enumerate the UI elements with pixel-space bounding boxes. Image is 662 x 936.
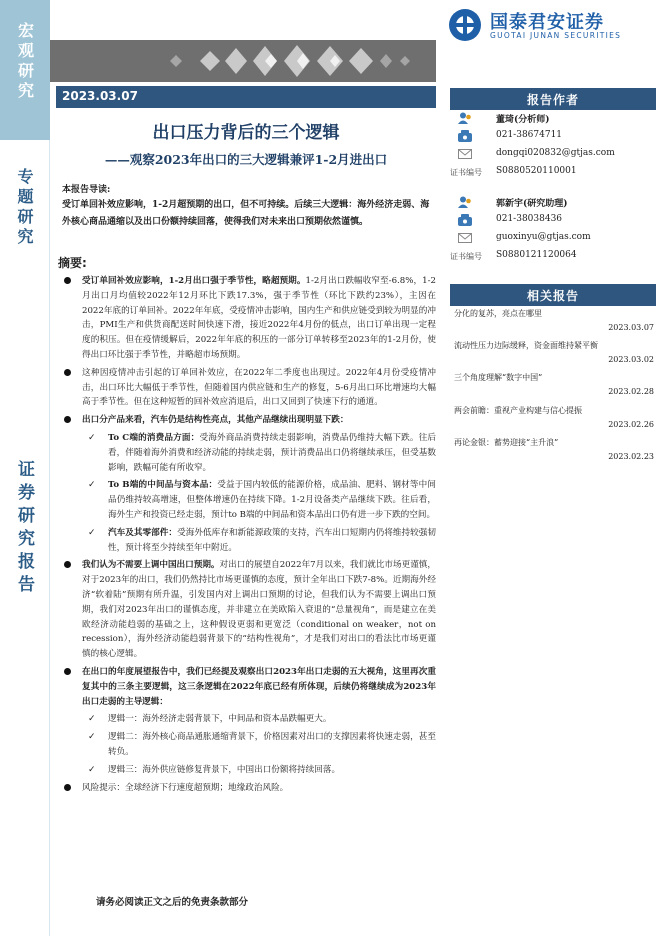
header-banner-image xyxy=(50,40,436,82)
checkmark-icon: ✓ xyxy=(88,764,96,775)
bullet-dot-icon xyxy=(64,784,71,791)
related-report-date: 2023.03.02 xyxy=(608,355,654,365)
sub-item-text: 受海外商品消费持续走弱影响，消费品仍维持大幅下跌。往后看，伴随着海外消费和经济动能的持续走弱，预计消费品出口仍将继续承压，但受基数影响，跌幅可能有所收窄。 xyxy=(108,432,436,473)
checkmark-icon: ✓ xyxy=(88,527,96,538)
sub-item-text: 受益于国内较低的能源价格，成品油、肥料、钢材等中间品仍维持较高增速，但整体增速仍在持续下降。1-2月设备类产品继续下跌。往后看，海外生产和投资已经走弱，预计to B端的中间品和资本品出口仍有进一步下跌的空间。 xyxy=(108,480,436,520)
sidebar-report-class xyxy=(0,420,50,936)
summary-sub-item xyxy=(62,431,436,475)
disclaimer-text: 请务必阅读正文之后的免责条款部分 xyxy=(96,897,249,908)
report-date-bar xyxy=(56,86,436,108)
bullet-dot-icon xyxy=(64,668,71,675)
bullet-text: 对出口的展望自2022年7月以来，我们就比市场更谨慎，对于2023年的出口，我们仍然持比市场更谨慎的态度，预计全年出口下跌7-8%。近期海外经济“软着陆”预期有所升温，引发国内对上调出口预期的讨论，但我们认为不需要上调出口预期，我们对2023年出口的谨慎态度，并非建立在美欧陷入衰退的“总量视角”，而是建立在美欧经济动能趋弱的基础之上，这种假设更弱和更宽泛（conditional on weaker，not on recession），海外经济动能趋弱背景下的“结构性视角”，才是我们对出口的看法比市场更谨慎的核心逻辑。 xyxy=(82,560,436,660)
bullet-lead: 在出口的年度展望报告中，我们已经提及观察出口2023年出口走弱的五大视角，这里再次重复其中的三条主要逻辑，这三条逻辑在2022年底已经有所体现，后续仍将继续成为2023年出口走弱的主导逻辑： xyxy=(82,666,436,707)
related-report-date: 2023.02.23 xyxy=(608,451,654,461)
author-name: 董琦(分析师) xyxy=(496,115,550,125)
logic-text: 逻辑三：海外供应链修复背景下，中国出口份额将持续回落。 xyxy=(108,764,341,775)
related-report-item[interactable] xyxy=(454,370,654,402)
bullet-text: 这种因疫情冲击引起的订单回补效应，在2022年二季度也出现过。2022年4月份受疫情冲击，出口环比大幅低于季节性，但随着国内供应链和生产的修复，5-6月出口环比增速均大幅高于季节性。但在这种短暂的回补效应消退后，出口又回到了快速下行的通道。 xyxy=(82,367,436,408)
related-report-date: 2023.02.26 xyxy=(608,419,654,429)
email-icon xyxy=(458,232,472,244)
summary-bullet xyxy=(62,366,436,410)
related-report-title[interactable]: 再论金银：蓄势迎接“主升浪” xyxy=(454,437,559,447)
author-email[interactable]: guoxinyu@gtjas.com xyxy=(496,232,591,242)
sidebar-report-type-text: 专题研究 xyxy=(15,168,34,248)
person-icon xyxy=(458,112,472,124)
related-report-item[interactable] xyxy=(454,435,654,467)
risk-text: 风险提示：全球经济下行速度超预期；地缘政治风险。 xyxy=(82,782,289,793)
phone-icon xyxy=(458,214,472,226)
author-cert-number: S0880121120064 xyxy=(496,250,577,260)
summary-sub-item xyxy=(62,526,436,556)
summary-label: 摘要: xyxy=(58,256,87,270)
bullet-dot-icon xyxy=(64,416,71,423)
diamond-pattern-graphic xyxy=(50,40,436,82)
guide-text: 受订单回补效应影响，1-2月超预期的出口，但不可持续。后续三大逻辑：海外经济走弱、海外核心商品通缩以及出口份额持续回落，使得我们对未来出口预期依然谨慎。 xyxy=(62,200,430,227)
report-date: 2023.03.07 xyxy=(62,89,138,103)
company-logo-icon xyxy=(448,8,482,42)
bullet-lead: 受订单回补效应影响，1-2月出口强于季节性，略超预期。 xyxy=(82,276,306,286)
sub-item-lead: 汽车及其零部件： xyxy=(108,527,178,538)
report-title: 出口压力背后的三个逻辑 xyxy=(152,123,340,143)
checkmark-icon: ✓ xyxy=(88,432,96,443)
author-phone: 021-38038436 xyxy=(496,214,563,224)
author-cert-number: S0880520110001 xyxy=(496,166,577,176)
summary-bullet xyxy=(62,665,436,709)
authors-header: 报告作者 xyxy=(450,88,656,110)
report-subtitle: ——观察2023年出口的三大逻辑兼评1-2月进出口 xyxy=(104,152,388,167)
bullet-dot-icon xyxy=(64,277,71,284)
related-reports-list xyxy=(454,306,654,467)
author-card xyxy=(450,196,656,274)
logic-item xyxy=(62,763,436,778)
bullet-dot-icon xyxy=(64,561,71,568)
author-card xyxy=(450,112,656,190)
summary-body xyxy=(62,274,436,798)
related-reports-header: 相关报告 xyxy=(450,284,656,306)
company-logo xyxy=(448,6,656,42)
cert-label: 证书编号 xyxy=(450,252,482,261)
summary-bullet xyxy=(62,558,436,662)
summary-sub-item xyxy=(62,478,436,522)
summary-bullet xyxy=(62,274,436,363)
risk-bullet xyxy=(62,781,436,796)
sidebar-category xyxy=(0,0,50,140)
related-report-date: 2023.02.28 xyxy=(608,387,654,397)
related-report-title[interactable]: 分化的复苏，亮点在哪里 xyxy=(454,309,542,318)
checkmark-icon: ✓ xyxy=(88,480,96,491)
author-name: 郭新宇(研究助理) xyxy=(496,199,568,209)
logic-text: 逻辑二：海外核心商品通胀通缩背景下，价格因素对出口的支撑因素将快速走弱，甚至转负。 xyxy=(108,732,436,757)
email-icon xyxy=(458,148,472,160)
sidebar-report-class-text: 证券研究报告 xyxy=(14,460,34,598)
sub-item-lead: To B端的中间品与资本品： xyxy=(108,480,218,491)
company-name-en: GUOTAI JUNAN SECURITIES xyxy=(490,31,622,40)
guide-label: 本报告导读: xyxy=(62,185,111,195)
related-report-title[interactable]: 三个角度理解“数字中国” xyxy=(454,373,543,383)
logic-text: 逻辑一：海外经济走弱背景下，中间品和资本品跌幅更大。 xyxy=(108,714,332,725)
sub-item-text: 受海外低库存和新能源政策的支持，汽车出口短期内仍将维持较强韧性，预计将至少持续至年中附近。 xyxy=(108,527,436,553)
bullet-lead: 出口分产品来看，汽车仍是结构性亮点，其他产品继续出现明显下跌： xyxy=(82,415,349,426)
related-report-title[interactable]: 流动性压力边际缓释，资金面维持紧平衡 xyxy=(454,341,598,351)
cert-label: 证书编号 xyxy=(450,168,482,177)
logic-item xyxy=(62,730,436,760)
bullet-dot-icon xyxy=(64,369,71,376)
related-report-item[interactable] xyxy=(454,306,654,338)
logic-item xyxy=(62,712,436,727)
left-sidebar xyxy=(0,0,50,936)
related-report-date: 2023.03.07 xyxy=(608,323,654,332)
related-report-item[interactable] xyxy=(454,403,654,435)
company-name-cn: 国泰君安证券 xyxy=(490,12,604,33)
summary-bullet xyxy=(62,413,436,428)
checkmark-icon: ✓ xyxy=(88,732,96,743)
bullet-text: 1-2月出口跌幅收窄至-6.8%，1-2月出口月均值较2022年12月环比下跌17.3%，强于季节性（环比下跌约23%），主因在2022年底的订单回补。2022年年底，受疫情冲击影响，国内生产和供应链受到较为明显的冲击，PMI生产和供货商配送时间快速下滑，接近2022年4月份的低点，出口订单出现一定程度的积压。但在疫情缓解后，2022年年底的积压的一部分订单转移至2023年的1-2月份，使得出口环比强于季节性，并略超市场预期。 xyxy=(82,276,436,360)
related-report-title[interactable]: 两会前瞻：重视产业构建与信心提振 xyxy=(454,405,582,415)
author-phone: 021-38674711 xyxy=(496,130,563,140)
phone-icon xyxy=(458,130,472,142)
sub-item-lead: To C端的消费品方面： xyxy=(108,432,200,443)
person-icon xyxy=(458,196,472,208)
sidebar-category-text: 宏观研究 xyxy=(15,22,35,102)
checkmark-icon: ✓ xyxy=(88,714,96,725)
sidebar-report-type xyxy=(0,140,50,420)
related-report-item[interactable] xyxy=(454,338,654,370)
author-email[interactable]: dongqi020832@gtjas.com xyxy=(496,148,615,158)
bullet-lead: 我们认为不需要上调中国出口预期。 xyxy=(82,560,220,571)
